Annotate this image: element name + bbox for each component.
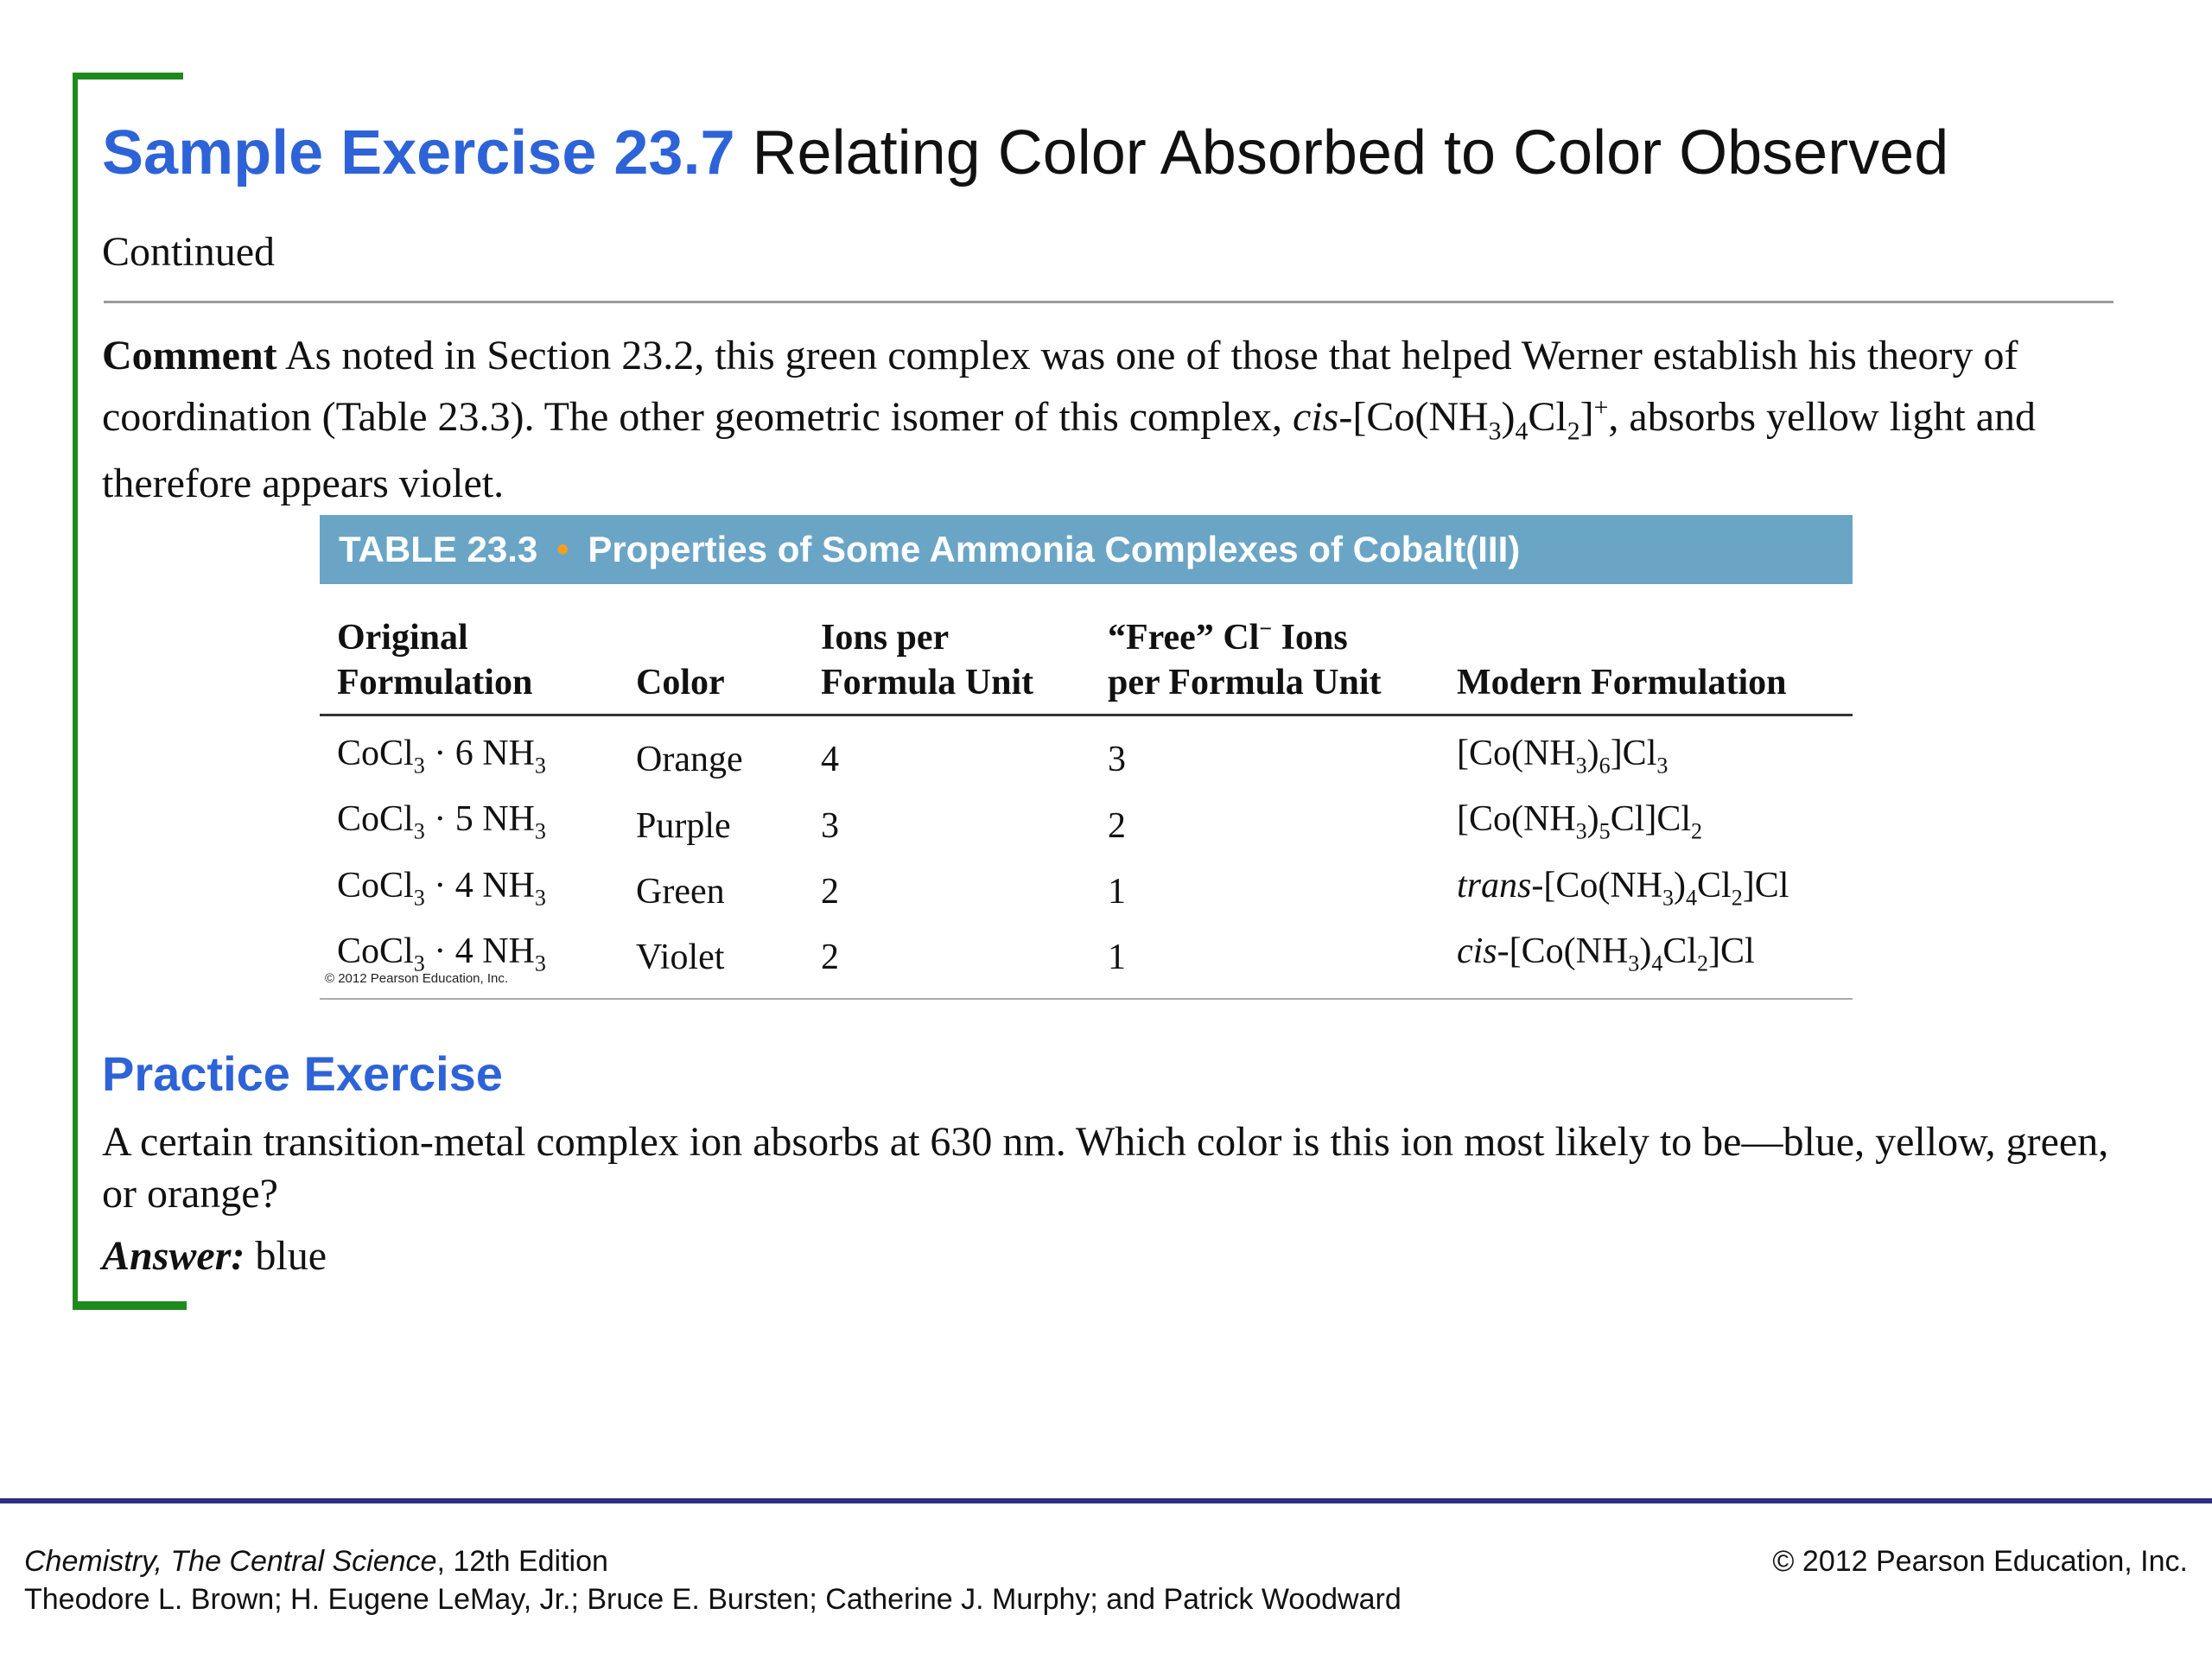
comment-cis: cis [1293,394,1339,440]
cell-modern: cis-$[Co(NH_3)_4Cl_2]Cl$ [1440,925,1853,998]
table-caption-bar [320,515,1853,584]
footer-rule [0,1498,2212,1503]
table-header-row [320,584,1853,715]
comment-text-1: As noted in Section 23.2, this green complex was one of those that helped Werner establish his theory of coordination (Table 23.3). The other geometric isomer of this complex, [102,333,2018,440]
col-color: Color [619,584,804,715]
cell-color: Violet [619,925,804,998]
footer-book-title: Chemistry, The Central Science [24,1545,437,1578]
comment-label: Comment [102,333,277,378]
answer-value: blue [245,1233,327,1279]
table-caption: Properties of Some Ammonia Complexes of Cobalt(III) [588,529,1521,569]
cell-free: 2 [1108,805,1126,846]
footer-authors: Theodore L. Brown; H. Eugene LeMay, Jr.; Bruce E. Bursten; Catherine J. Murphy; and Patrick Woodward [24,1583,1402,1616]
col-ions-per-formula-unit: Ions per Formula Unit [804,584,1090,715]
comment-text-2: , absorbs yellow light and therefore appears violet. [102,394,2036,506]
comment-paragraph: Comment As noted in Section 23.2, this green complex was one of those that helped Werner establish his theory of coordination (Table 23.3). The other geometric isomer of this complex, cis-$[Co(NH_3)_4Cl_2]^+$, absorbs yellow light and therefore appears violet. [102,333,2036,506]
table-row [320,925,1853,998]
practice-exercise-heading: Practice Exercise [102,1046,503,1101]
answer [102,1232,327,1280]
footer-book-edition: , 12th Edition [436,1545,608,1578]
complexes-table [320,584,1853,1000]
green-bracket-left [73,73,78,1310]
practice-exercise-text: A certain transition-metal complex ion absorbs at 630 nm. Which color is this ion most likely to be—blue, yellow, green, or orange? [102,1119,2109,1217]
cell-free: 1 [1090,925,1440,998]
cell-original: CoCl$_3$ · 4 $NH_3$ [337,865,546,911]
table-label: TABLE 23.3 [339,529,538,569]
cell-ions: 4 [821,740,839,780]
cell-color: Green [636,871,725,912]
answer-label: Answer: [102,1233,245,1279]
cell-modern: trans-$[Co(NH_3)_4Cl_2]Cl$ [1457,865,1789,911]
cell-color: Orange [636,740,743,780]
cell-original: CoCl$_3$ · 4 $NH_3$ [320,925,619,998]
cell-free: 3 [1108,740,1126,780]
footer-book [24,1545,608,1579]
green-bracket-top [73,73,183,79]
cell-free: 1 [1108,871,1126,912]
footer-copyright: © 2012 Pearson Education, Inc. [1772,1545,2188,1578]
table-copyright: © 2012 Pearson Education, Inc. [325,971,509,986]
table-row [320,715,1853,793]
cell-original: CoCl$_3$ · 5 $NH_3$ [337,799,546,844]
cell-color: Purple [636,805,731,846]
cell-modern: $[Co(NH_3)_5Cl]Cl_2$ [1457,799,1703,844]
page-title [102,119,1948,188]
cell-original: CoCl$_3$ · 6 $NH_3$ [337,734,546,779]
title-exercise-number: Sample Exercise 23.7 [102,118,735,188]
cell-ions: 3 [821,805,839,846]
cell-ions: 2 [804,925,1090,998]
cell-modern: $[Co(NH_3)_6]Cl_3$ [1457,734,1669,779]
cell-ions: 2 [821,871,839,912]
table-row [320,792,1853,858]
title-text: Relating Color Absorbed to Color Observed [752,118,1949,188]
col-free-cl-ions: “Free” Cl− Ions per Formula Unit [1090,584,1440,715]
divider [104,301,2113,303]
col-modern-formulation: Modern Formulation [1440,584,1853,715]
green-bracket-bottom [73,1301,187,1310]
col-original-formulation: Original Formulation [320,584,619,715]
table-row [320,859,1853,925]
bullet-icon: • [556,530,569,569]
table-23-3 [320,515,1853,1000]
continued-label: Continued [102,229,275,275]
